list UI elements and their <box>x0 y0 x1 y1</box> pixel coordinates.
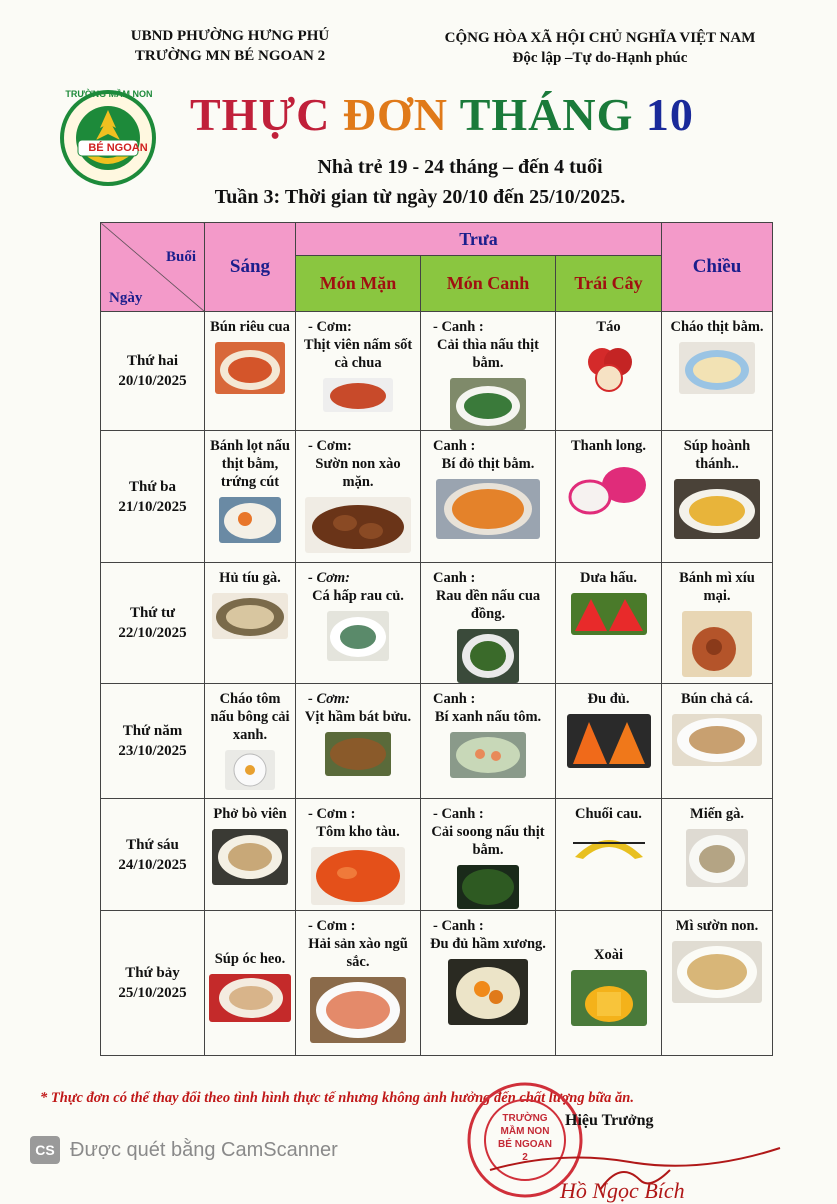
table-row <box>101 799 773 911</box>
day-label: Ngày <box>109 290 143 306</box>
header-chieu: Chiều <box>662 223 773 312</box>
dish-prefix: - Canh : <box>433 918 484 934</box>
dish-name: Thịt viên nấm sốt cà chua <box>303 337 413 371</box>
dish-prefix: Canh : <box>433 570 476 586</box>
session-label: Buổi <box>165 249 196 265</box>
food-photo <box>215 342 285 394</box>
day-name: Thứ tư <box>129 605 176 621</box>
signature-title: Hiệu Trưởng <box>565 1112 654 1129</box>
chieu-cell <box>662 563 773 684</box>
fruit-cell <box>556 563 662 684</box>
man-cell <box>296 563 421 684</box>
day-date: 21/10/2025 <box>118 498 187 515</box>
title-word: THÁNG <box>459 89 634 140</box>
canh-cell <box>421 799 556 911</box>
chieu-cell <box>662 799 773 911</box>
logo-top-text: TRƯỜNG MẦM NON <box>65 89 153 99</box>
dish-prefix: - Cơm: <box>308 691 351 707</box>
header-mon-man: Món Mặn <box>296 256 421 312</box>
dish-prefix: Canh : <box>433 691 476 707</box>
header-trua: Trưa <box>296 223 662 256</box>
food-photo <box>219 497 281 543</box>
header-trai-cay: Trái Cây <box>556 256 662 312</box>
logo-bottom-text: BÉ NGOAN <box>88 142 148 154</box>
dish-prefix: - Cơm : <box>308 918 356 934</box>
dish-prefix: - Cơm: <box>308 570 351 586</box>
footnote: * Thực đơn có thể thay đổi theo tình hình thực tế nhưng không ảnh hưởng đến chất lượng bữa ăn. <box>40 1090 634 1106</box>
canh-cell <box>421 911 556 1056</box>
fruit-cell <box>556 431 662 563</box>
dish-name: Mì sườn non. <box>675 918 759 934</box>
food-photo <box>310 977 406 1043</box>
school-logo <box>50 88 168 188</box>
week-range: Tuần 3: Thời gian từ ngày 20/10 đến 25/10/2025. <box>214 186 626 208</box>
food-photo <box>225 750 275 790</box>
issuer-block <box>70 26 390 66</box>
food-photo <box>311 847 405 905</box>
seal-line: TRƯỜNG <box>502 1113 548 1124</box>
dish-name: Súp hoành thánh.. <box>683 438 751 472</box>
age-group: Nhà trẻ 19 - 24 tháng – đến 4 tuổi <box>317 156 603 178</box>
day-cell <box>101 431 205 563</box>
day-date: 22/10/2025 <box>118 625 187 641</box>
food-photo <box>569 829 649 865</box>
food-photo <box>448 959 528 1025</box>
food-photo <box>679 342 755 394</box>
food-photo <box>323 378 393 412</box>
day-cell <box>101 563 205 684</box>
food-photo <box>457 865 519 909</box>
fruit-name: Táo <box>596 319 621 335</box>
sang-cell <box>205 911 296 1056</box>
canh-cell <box>421 563 556 684</box>
table-row <box>101 312 773 431</box>
title-word: 10 <box>645 89 694 140</box>
watermark-text: Được quét bằng CamScanner <box>70 1138 338 1161</box>
seal-line: MẦM NON <box>500 1126 550 1137</box>
table-row <box>101 563 773 684</box>
day-name: Thứ năm <box>122 723 183 739</box>
fruit-cell <box>556 312 662 431</box>
food-photo <box>571 593 647 635</box>
sang-cell <box>205 312 296 431</box>
fruit-name: Dưa hấu. <box>579 570 638 586</box>
food-photo <box>327 611 389 661</box>
dish-name: Cháo tôm nấu bông cải xanh. <box>210 691 290 743</box>
man-cell <box>296 431 421 563</box>
dish-name: Tôm kho tàu. <box>316 824 400 840</box>
title-word: ĐƠN <box>342 89 449 140</box>
chieu-cell <box>662 312 773 431</box>
fruit-cell <box>556 911 662 1056</box>
food-photo <box>450 732 526 778</box>
day-cell <box>101 684 205 799</box>
dish-prefix: - Canh : <box>433 806 484 822</box>
table-row <box>101 911 773 1056</box>
dish-name: Bánh lọt nấu thịt bằm, trứng cút <box>210 438 290 490</box>
dish-name: Cải thìa nấu thịt bằm. <box>437 337 539 371</box>
dish-name: Hải sản xào ngũ sắc. <box>308 936 408 970</box>
chieu-cell <box>662 431 773 563</box>
title-word: THỰC <box>190 89 331 140</box>
man-cell <box>296 911 421 1056</box>
header-sang: Sáng <box>205 223 296 312</box>
food-photo <box>457 629 519 683</box>
dish-name: Bún chả cá. <box>680 691 754 707</box>
dish-name: Rau dền nấu cua đồng. <box>435 588 541 622</box>
dish-prefix: Canh : <box>433 438 476 454</box>
day-cell <box>101 312 205 431</box>
day-date: 24/10/2025 <box>118 856 187 873</box>
sang-cell <box>205 431 296 563</box>
dish-name: Đu đủ hầm xương. <box>430 936 546 952</box>
food-photo <box>672 941 762 1003</box>
sang-cell <box>205 799 296 911</box>
chieu-cell <box>662 911 773 1056</box>
day-date: 23/10/2025 <box>118 743 187 759</box>
fruit-name: Thanh long. <box>571 438 646 454</box>
dish-name: Súp óc heo. <box>214 951 286 967</box>
seal-line: BÉ NGOAN 2 <box>498 1139 552 1163</box>
dish-prefix: - Cơm: <box>308 319 352 335</box>
chieu-cell <box>662 684 773 799</box>
page-title <box>190 88 790 141</box>
day-date: 20/10/2025 <box>118 373 187 389</box>
corner-header <box>101 223 205 312</box>
dish-prefix: - Cơm: <box>308 438 352 454</box>
header-mon-canh: Món Canh <box>421 256 556 312</box>
food-photo <box>686 829 748 887</box>
menu-table <box>100 222 773 1056</box>
motto: Độc lập –Tự do-Hạnh phúc <box>512 50 688 66</box>
dish-name: Vịt hầm bát bửu. <box>304 709 412 725</box>
fruit-name: Đu đủ. <box>587 691 630 707</box>
man-cell <box>296 684 421 799</box>
day-cell <box>101 799 205 911</box>
canh-cell <box>421 312 556 431</box>
national-header <box>410 28 790 68</box>
day-name: Thứ bảy <box>125 965 180 981</box>
food-photo <box>212 829 288 885</box>
day-name: Thứ hai <box>126 353 179 369</box>
day-date: 25/10/2025 <box>118 985 187 1001</box>
dish-prefix: - Canh : <box>433 319 484 335</box>
country-name: CỘNG HÒA XÃ HỘI CHỦ NGHĨA VIỆT NAM <box>444 30 756 46</box>
food-photo <box>584 342 634 392</box>
food-photo <box>436 479 540 539</box>
dish-name: Bí đỏ thịt bằm. <box>441 456 535 472</box>
signature-name: Hồ Ngọc Bích <box>560 1178 685 1203</box>
food-photo <box>567 714 651 768</box>
food-photo <box>209 974 291 1022</box>
food-photo <box>305 497 411 553</box>
fruit-name: Xoài <box>594 947 623 963</box>
food-photo <box>566 461 652 517</box>
dish-name: Bún riêu cua <box>210 319 290 335</box>
canh-cell <box>421 684 556 799</box>
scanner-watermark <box>30 1136 338 1164</box>
food-photo <box>325 732 391 776</box>
food-photo <box>682 611 752 677</box>
day-cell <box>101 911 205 1056</box>
day-name: Thứ sáu <box>126 836 179 853</box>
dish-name: Hủ tíu gà. <box>219 570 281 586</box>
dish-name: Bánh mì xíu mại. <box>679 570 755 604</box>
table-row <box>101 431 773 563</box>
dish-name: Bí xanh nấu tôm. <box>434 709 542 725</box>
food-photo <box>450 378 526 430</box>
sang-cell <box>205 684 296 799</box>
day-name: Thứ ba <box>129 478 176 495</box>
food-photo <box>674 479 760 539</box>
sang-cell <box>205 563 296 684</box>
man-cell <box>296 799 421 911</box>
food-photo <box>571 970 647 1026</box>
dish-name: Sườn non xào mặn. <box>315 456 401 490</box>
dish-name: Cải soong nấu thịt bằm. <box>431 824 545 858</box>
dish-prefix: - Cơm : <box>308 806 356 822</box>
man-cell <box>296 312 421 431</box>
dish-name: Miến gà. <box>690 806 744 822</box>
school-name: TRƯỜNG MN BÉ NGOAN 2 <box>134 48 326 64</box>
fruit-cell <box>556 799 662 911</box>
dish-name: Cháo thịt bằm. <box>670 319 764 335</box>
camscanner-icon: CS <box>30 1136 60 1164</box>
food-photo <box>672 714 762 766</box>
dish-name: Cá hấp rau củ. <box>312 588 404 604</box>
fruit-name: Chuối cau. <box>575 806 642 822</box>
canh-cell <box>421 431 556 563</box>
table-row <box>101 684 773 799</box>
dish-name: Phở bò viên <box>213 806 287 822</box>
food-photo <box>212 593 288 639</box>
fruit-cell <box>556 684 662 799</box>
ward-name: UBND PHƯỜNG HƯNG PHÚ <box>130 28 330 44</box>
